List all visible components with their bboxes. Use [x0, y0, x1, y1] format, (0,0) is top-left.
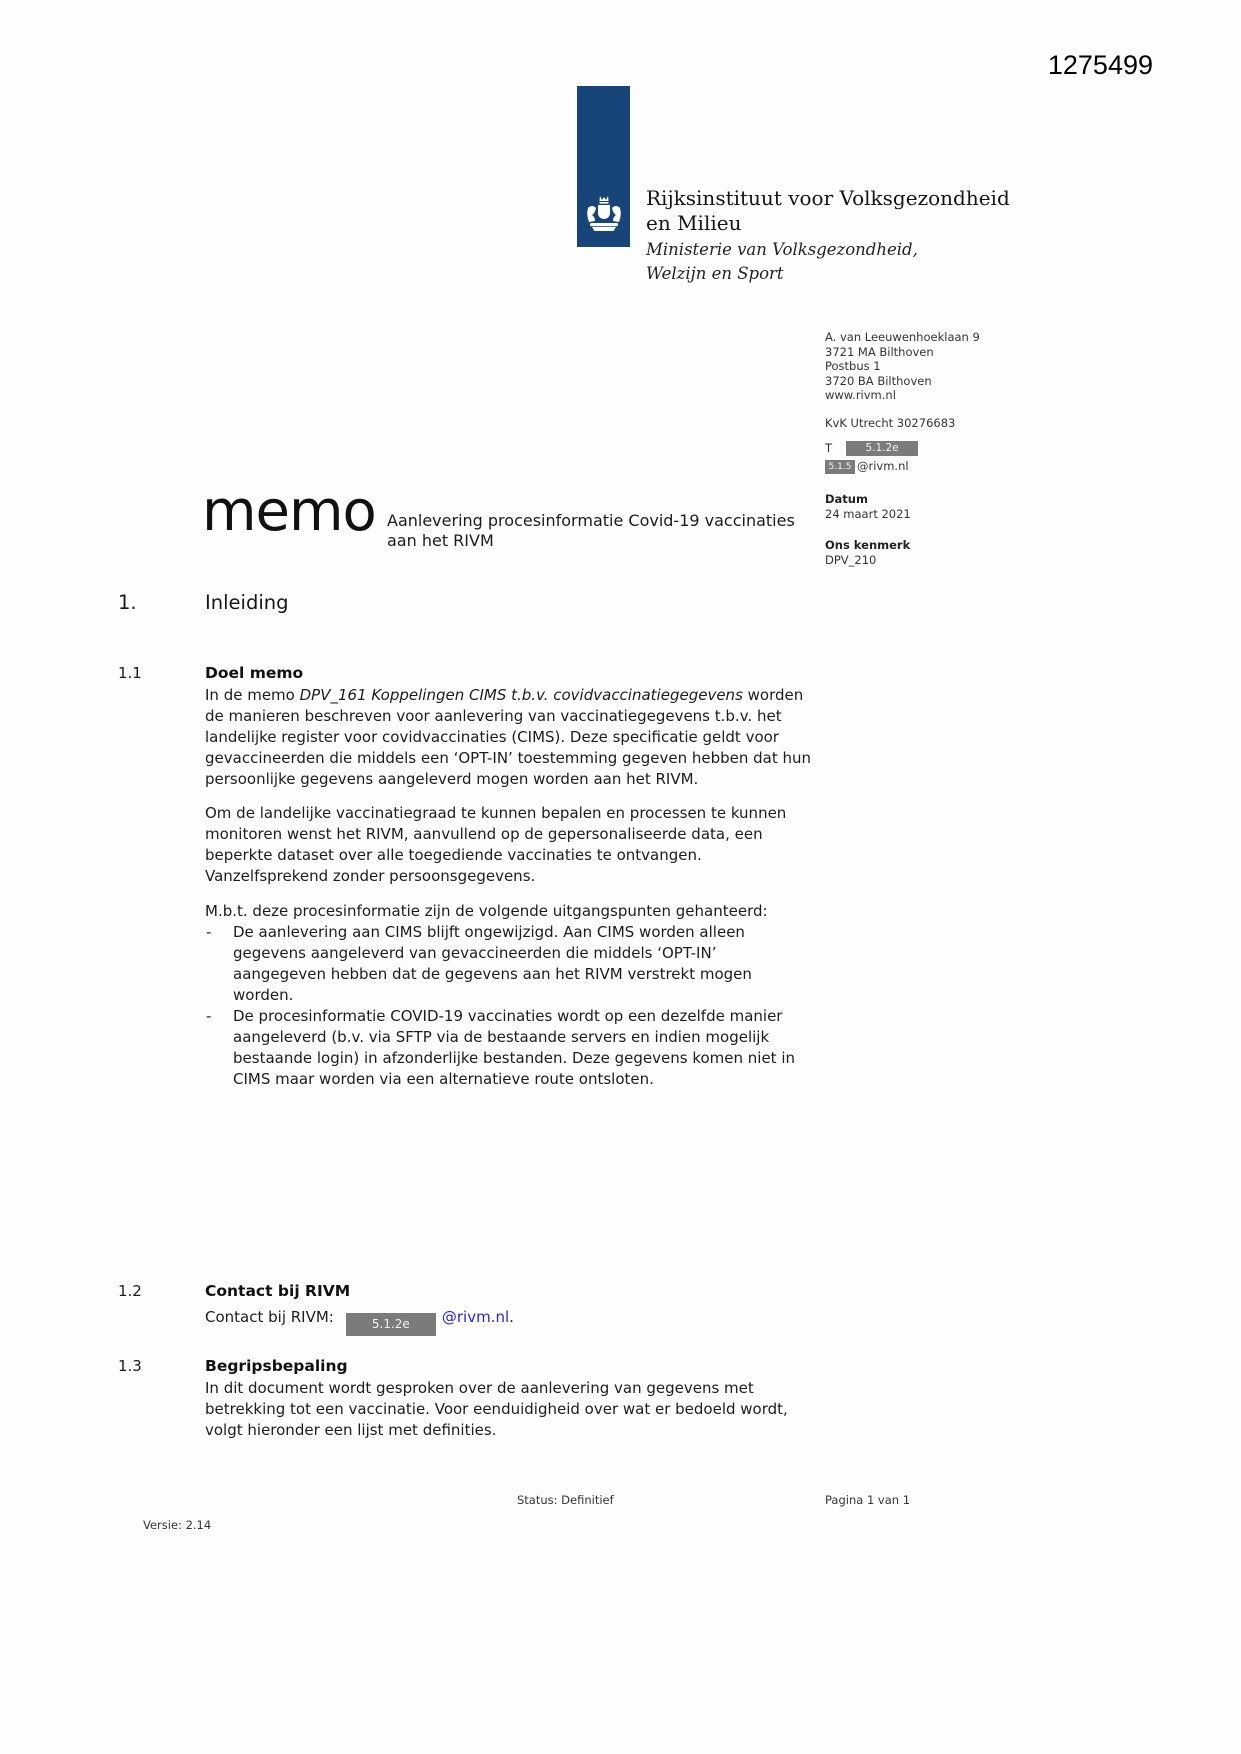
footer-version: Versie: 2.14: [143, 1518, 212, 1532]
bullet-dash: -: [206, 1007, 212, 1025]
kenmerk-block: [825, 538, 1045, 567]
kvk-line: KvK Utrecht 30276683: [825, 416, 956, 430]
paragraph: In dit document wordt gesproken over de aanlevering van gegevens met betrekking tot een vaccinatie. Voor eenduidigheid over wat er bedoeld wordt, volgt hieronder een lijst met definities.: [205, 1379, 788, 1439]
section-contact: [118, 1282, 918, 1336]
org-name-line1: Rijksinstituut voor Volksgezondheid: [646, 186, 1010, 210]
memo-subject: [387, 511, 795, 550]
section-title: Begripsbepaling: [205, 1357, 348, 1375]
address-block: [825, 330, 1045, 403]
bullet-text: De aanlevering aan CIMS blijft ongewijzigd. Aan CIMS worden alleen gegevens aangeleverd van gevaccineerden die middels ‘OPT-IN’ aangegeven hebben dat de gegevens aan het RIVM verstrekt mogen worden.: [233, 923, 752, 1004]
document-number: 1275499: [1047, 50, 1153, 80]
section-title: Doel memo: [205, 664, 304, 682]
footer-status: Status: Definitief: [517, 1493, 614, 1507]
address-line: A. van Leeuwenhoeklaan 9: [825, 330, 980, 344]
period-text: .: [509, 1308, 514, 1326]
memo-subject-line2: aan het RIVM: [387, 530, 494, 550]
redaction-box: 5.1.5: [825, 460, 855, 474]
paragraph: [205, 685, 813, 790]
website-text: www.rivm.nl: [825, 388, 896, 402]
paragraph-text: worden de manieren beschreven voor aanlevering van vaccinatiegegevens t.b.v. het landelijke register voor covidvaccinaties (CIMS). Deze specificatie geldt voor gevaccineerden die middels een ‘OPT-IN’ toestemming gegeven hebben dat hun persoonlijke gegevens aangeleverd mogen worden aan het RIVM.: [205, 686, 812, 788]
ministry-line1: Ministerie van Volksgezondheid,: [646, 240, 918, 259]
redaction-box: 5.1.2e: [846, 441, 918, 456]
paragraph: M.b.t. deze procesinformatie zijn de volgende uitgangspunten gehanteerd:: [205, 902, 768, 920]
rivm-logo-bar: [577, 86, 630, 247]
kenmerk-label: Ons kenmerk: [825, 538, 911, 552]
email-link[interactable]: @rivm.nl: [441, 1308, 510, 1326]
section-number: 1.: [118, 591, 137, 614]
email-suffix: @rivm.nl: [857, 459, 909, 473]
paragraph-text: In de memo: [205, 686, 300, 704]
section-number: 1.1: [118, 664, 142, 682]
address-line: Postbus 1: [825, 359, 881, 373]
section-number: 1.3: [118, 1357, 142, 1375]
paragraph-italic-text: DPV_161 Koppelingen CIMS t.b.v. covidvaccinatiegegevens: [299, 686, 743, 704]
paragraph: Om de landelijke vaccinatiegraad te kunnen bepalen en processen te kunnen monitoren wenst het RIVM, aanvullend op de gepersonaliseerde data, een beperkte dataset over alle toegediende vaccinaties te ontvangen. Vanzelfsprekend zonder persoonsgegevens.: [205, 804, 787, 885]
datum-value: 24 maart 2021: [825, 506, 911, 521]
section-begripsbepaling: [118, 1357, 918, 1441]
section-title: Contact bij RIVM: [205, 1282, 351, 1300]
letterhead: [646, 186, 1010, 284]
bullet-dash: -: [206, 923, 212, 941]
bullet-text: De procesinformatie COVID-19 vaccinaties wordt op een dezelfde manier aangeleverd (b.v. via SFTP via de bestaande servers en indien mogelijk bestaande login) in afzonderlijke bestanden. Deze gegevens komen niet in CIMS maar worden via een alternatieve route ontsloten.: [233, 1007, 796, 1088]
address-line: 3720 BA Bilthoven: [825, 373, 932, 388]
datum-label: Datum: [825, 492, 868, 506]
section-number: 1.2: [118, 1282, 142, 1300]
footer-page-number: Pagina 1 van 1: [825, 1493, 911, 1507]
ministry-line2: Welzijn en Sport: [646, 264, 784, 283]
bullet-list: [205, 922, 918, 1090]
coat-of-arms-icon: [584, 194, 624, 240]
list-item: [205, 922, 813, 1006]
section-title: Inleiding: [205, 591, 289, 614]
contact-line: [205, 1305, 918, 1336]
memo-title: memo: [202, 479, 376, 544]
phone-label: T: [825, 441, 833, 455]
section-doel-memo: [118, 664, 918, 1090]
email-line: [825, 459, 1045, 474]
section-inleiding: [118, 591, 918, 614]
redaction-box: 5.1.2e: [346, 1313, 436, 1336]
phone-line: [825, 441, 1045, 456]
memo-subject-line1: Aanlevering procesinformatie Covid-19 vaccinaties: [387, 511, 795, 530]
list-item: [205, 1006, 813, 1090]
address-line: 3721 MA Bilthoven: [825, 344, 934, 359]
kenmerk-value: DPV_210: [825, 552, 877, 567]
datum-block: [825, 492, 1045, 521]
org-name-line2: en Milieu: [646, 211, 742, 235]
contact-text: Contact bij RIVM:: [205, 1308, 334, 1326]
